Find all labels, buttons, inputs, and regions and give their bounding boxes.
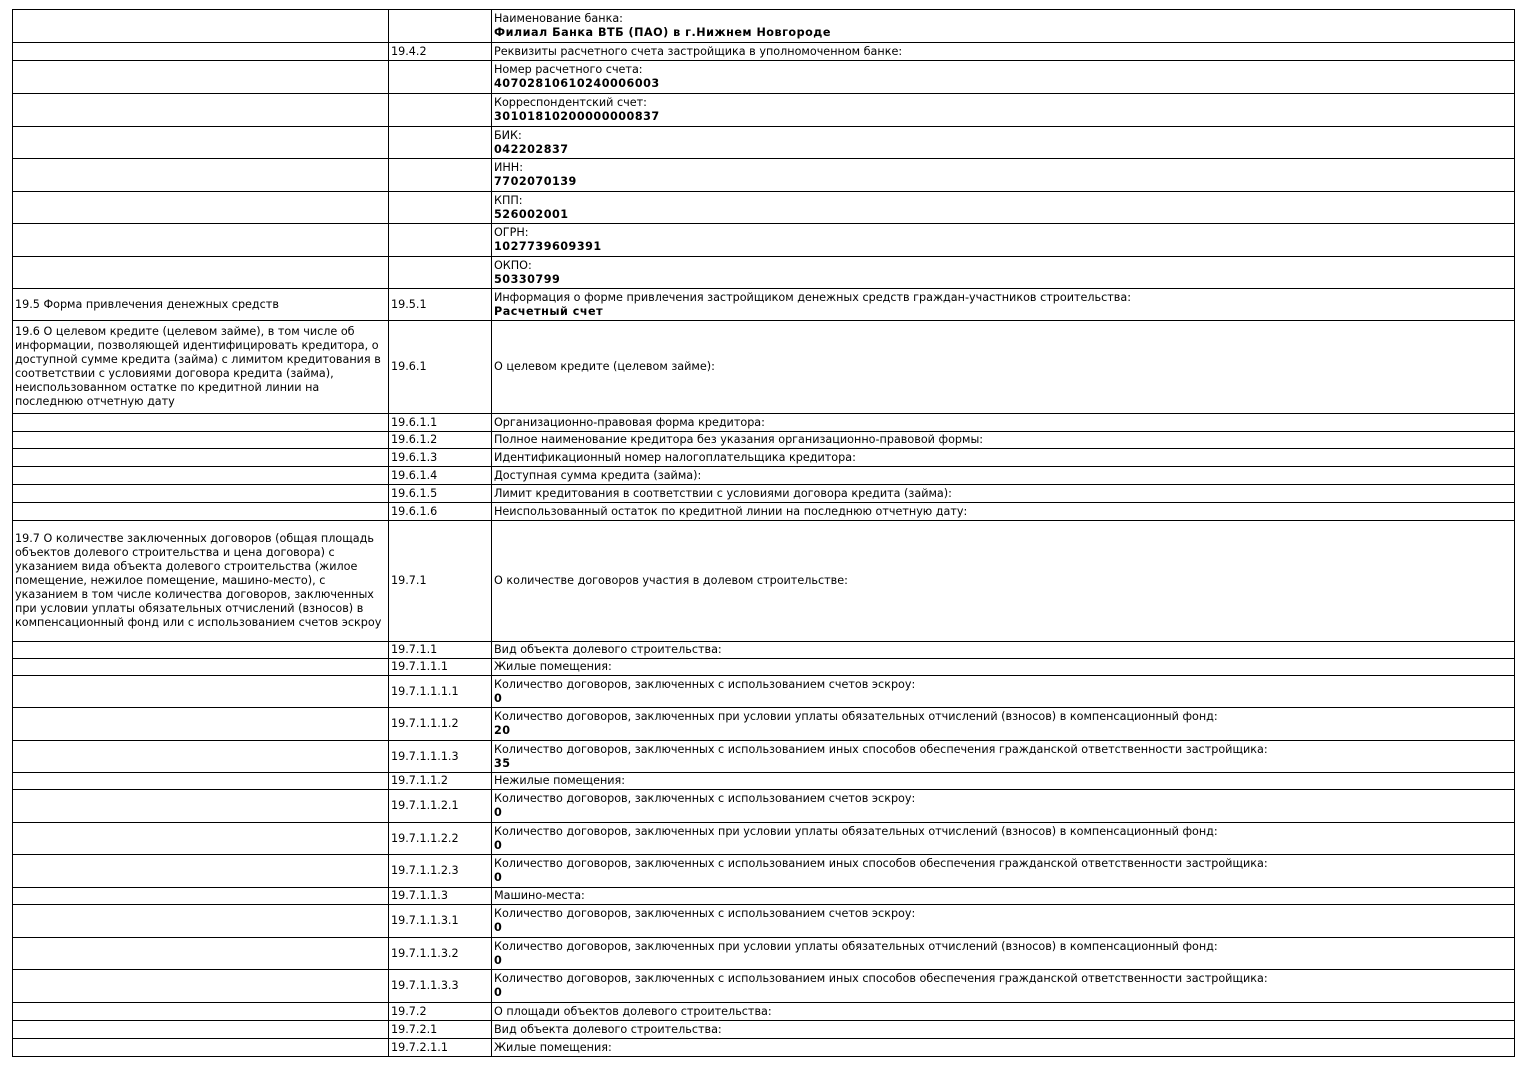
item-label: Машино-места: bbox=[494, 889, 585, 902]
section-cell bbox=[13, 432, 389, 449]
item-code: 19.7.1.1.2.3 bbox=[391, 864, 459, 877]
section-cell bbox=[13, 659, 389, 676]
content-cell bbox=[492, 61, 1515, 94]
item-value: 042202837 bbox=[494, 142, 569, 156]
disclosure-table bbox=[12, 9, 1515, 1057]
item-label: Номер расчетного счета: bbox=[494, 63, 643, 76]
table-row bbox=[13, 414, 1515, 432]
item-code: 19.5.1 bbox=[391, 297, 427, 311]
table-row bbox=[13, 127, 1515, 159]
item-label: Количество договоров, заключенных с использованием иных способов обеспечения гражданской ответственности застройщика: bbox=[494, 742, 1268, 756]
section-cell bbox=[13, 823, 389, 855]
content-cell bbox=[492, 257, 1515, 289]
section-cell bbox=[13, 1039, 389, 1057]
table-row bbox=[13, 192, 1515, 224]
table-row bbox=[13, 43, 1515, 61]
item-code: 19.7.1.1 bbox=[391, 643, 438, 656]
item-label: Количество договоров, заключенных с использованием счетов эскроу: bbox=[494, 677, 916, 691]
item-code: 19.6.1.5 bbox=[391, 486, 438, 500]
item-code: 19.7.1.1.3.3 bbox=[391, 979, 459, 992]
item-code: 19.7.1.1.3 bbox=[391, 889, 448, 902]
code-cell bbox=[389, 642, 492, 659]
item-code: 19.7.1 bbox=[391, 574, 427, 587]
section-cell bbox=[13, 43, 389, 61]
item-label: Реквизиты расчетного счета застройщика в уполномоченном банке: bbox=[494, 44, 903, 58]
item-code: 19.6.1.3 bbox=[391, 450, 438, 464]
section-cell bbox=[13, 521, 389, 642]
code-cell bbox=[389, 773, 492, 790]
item-label: ОГРН: bbox=[494, 226, 529, 239]
item-code: 19.4.2 bbox=[391, 44, 427, 58]
section-title: 19.6 О целевом кредите (целевом займе), в том числе об информации, позволяющей идентифицировать кредитора, о доступной сумме кредита (займа) с лимитом кредитования в соответствии с условиями договора кредита (займа), неиспользованном остатке по кредитной линии на последнюю отчетную дату bbox=[15, 325, 381, 408]
content-cell bbox=[492, 855, 1515, 888]
section-cell bbox=[13, 94, 389, 127]
item-label: Количество договоров, заключенных с использованием счетов эскроу: bbox=[494, 792, 916, 805]
disclosure-table-body bbox=[13, 10, 1515, 1057]
table-row bbox=[13, 485, 1515, 503]
item-code: 19.7.1.1.1.3 bbox=[391, 749, 459, 763]
item-code: 19.7.1.1.1 bbox=[391, 660, 448, 673]
item-value: 0 bbox=[494, 953, 503, 967]
code-cell bbox=[389, 159, 492, 192]
table-row bbox=[13, 449, 1515, 467]
item-label: Наименование банка: bbox=[494, 12, 623, 25]
content-cell bbox=[492, 43, 1515, 61]
code-cell bbox=[389, 485, 492, 503]
table-row bbox=[13, 257, 1515, 289]
section-cell bbox=[13, 642, 389, 659]
table-row bbox=[13, 521, 1515, 642]
code-cell bbox=[389, 521, 492, 642]
item-label: ОКПО: bbox=[494, 258, 532, 272]
item-label: Количество договоров, заключенных с использованием иных способов обеспечения гражданской ответственности застройщика: bbox=[494, 972, 1268, 985]
content-cell bbox=[492, 10, 1515, 43]
item-label: ИНН: bbox=[494, 161, 523, 174]
table-row bbox=[13, 855, 1515, 888]
item-code: 19.7.2.1 bbox=[391, 1022, 438, 1036]
item-value: 35 bbox=[494, 756, 511, 770]
item-value: 50330799 bbox=[494, 272, 561, 286]
content-cell bbox=[492, 741, 1515, 773]
item-code: 19.7.2 bbox=[391, 1004, 427, 1018]
section-cell bbox=[13, 224, 389, 257]
item-label: КПП: bbox=[494, 193, 523, 207]
item-value: 0 bbox=[494, 871, 503, 884]
section-cell bbox=[13, 676, 389, 708]
content-cell bbox=[492, 521, 1515, 642]
item-code: 19.6.1.2 bbox=[391, 433, 438, 446]
item-label: Корреспондентский счет: bbox=[494, 96, 647, 109]
section-cell bbox=[13, 127, 389, 159]
item-value: 526002001 bbox=[494, 207, 569, 221]
code-cell bbox=[389, 432, 492, 449]
section-cell bbox=[13, 503, 389, 521]
content-cell bbox=[492, 192, 1515, 224]
section-cell bbox=[13, 790, 389, 823]
item-label: Полное наименование кредитора без указания организационно-правовой формы: bbox=[494, 433, 984, 446]
content-cell bbox=[492, 503, 1515, 521]
content-cell bbox=[492, 790, 1515, 823]
table-row bbox=[13, 321, 1515, 414]
item-label: Количество договоров, заключенных при условии уплаты обязательных отчислений (взносов) в компенсационный фонд: bbox=[494, 824, 1218, 838]
item-label: Неиспользованный остаток по кредитной линии на последнюю отчетную дату: bbox=[494, 504, 968, 518]
code-cell bbox=[389, 659, 492, 676]
item-label: Лимит кредитования в соответствии с условиями договора кредита (займа): bbox=[494, 486, 952, 500]
section-title: 19.5 Форма привлечения денежных средств bbox=[15, 297, 279, 311]
code-cell bbox=[389, 888, 492, 905]
section-cell bbox=[13, 741, 389, 773]
item-value: Филиал Банка ВТБ (ПАО) в г.Нижнем Новгороде bbox=[494, 26, 831, 39]
code-cell bbox=[389, 467, 492, 485]
item-label: Количество договоров, заключенных с использованием иных способов обеспечения гражданской ответственности застройщика: bbox=[494, 857, 1268, 870]
item-label: О количестве договоров участия в долевом строительстве: bbox=[494, 574, 848, 587]
section-cell bbox=[13, 159, 389, 192]
table-row bbox=[13, 61, 1515, 94]
item-label: Количество договоров, заключенных с использованием счетов эскроу: bbox=[494, 907, 916, 920]
item-label: Нежилые помещения: bbox=[494, 774, 626, 787]
content-cell bbox=[492, 449, 1515, 467]
content-cell bbox=[492, 708, 1515, 741]
section-cell bbox=[13, 773, 389, 790]
code-cell bbox=[389, 855, 492, 888]
item-value: 0 bbox=[494, 838, 503, 852]
section-cell bbox=[13, 321, 389, 414]
content-cell bbox=[492, 823, 1515, 855]
content-cell bbox=[492, 94, 1515, 127]
table-row bbox=[13, 289, 1515, 321]
section-cell bbox=[13, 414, 389, 432]
item-label: Вид объекта долевого строительства: bbox=[494, 1022, 722, 1036]
table-row bbox=[13, 1003, 1515, 1021]
table-row bbox=[13, 94, 1515, 127]
table-row bbox=[13, 503, 1515, 521]
content-cell bbox=[492, 676, 1515, 708]
code-cell bbox=[389, 257, 492, 289]
table-row bbox=[13, 708, 1515, 741]
item-code: 19.7.1.1.2 bbox=[391, 774, 448, 787]
content-cell bbox=[492, 773, 1515, 790]
item-label: Идентификационный номер налогоплательщика кредитора: bbox=[494, 450, 856, 464]
content-cell bbox=[492, 905, 1515, 938]
section-cell bbox=[13, 1021, 389, 1039]
code-cell bbox=[389, 43, 492, 61]
item-value: 0 bbox=[494, 986, 503, 999]
table-row bbox=[13, 159, 1515, 192]
code-cell bbox=[389, 414, 492, 432]
item-label: Жилые помещения: bbox=[494, 660, 612, 673]
content-cell bbox=[492, 224, 1515, 257]
content-cell bbox=[492, 127, 1515, 159]
item-code: 19.6.1.4 bbox=[391, 468, 438, 482]
table-row bbox=[13, 905, 1515, 938]
code-cell bbox=[389, 1039, 492, 1057]
content-cell bbox=[492, 432, 1515, 449]
item-value: 0 bbox=[494, 691, 503, 705]
item-code: 19.7.2.1.1 bbox=[391, 1040, 448, 1054]
table-row bbox=[13, 790, 1515, 823]
section-cell bbox=[13, 61, 389, 94]
section-cell bbox=[13, 888, 389, 905]
code-cell bbox=[389, 224, 492, 257]
content-cell bbox=[492, 1003, 1515, 1021]
table-row bbox=[13, 1021, 1515, 1039]
content-cell bbox=[492, 1039, 1515, 1057]
content-cell bbox=[492, 970, 1515, 1003]
content-cell bbox=[492, 321, 1515, 414]
item-code: 19.7.1.1.2.2 bbox=[391, 831, 459, 845]
content-cell bbox=[492, 659, 1515, 676]
code-cell bbox=[389, 503, 492, 521]
item-label: О площади объектов долевого строительства: bbox=[494, 1004, 772, 1018]
code-cell bbox=[389, 823, 492, 855]
table-row bbox=[13, 432, 1515, 449]
table-row bbox=[13, 888, 1515, 905]
section-cell bbox=[13, 192, 389, 224]
section-cell bbox=[13, 938, 389, 970]
item-label: Доступная сумма кредита (займа): bbox=[494, 468, 702, 482]
item-value: 40702810610240006003 bbox=[494, 77, 660, 90]
section-cell bbox=[13, 10, 389, 43]
item-code: 19.6.1.6 bbox=[391, 504, 438, 518]
item-label: Организационно-правовая форма кредитора: bbox=[494, 415, 765, 429]
section-cell bbox=[13, 449, 389, 467]
table-row bbox=[13, 467, 1515, 485]
table-row bbox=[13, 676, 1515, 708]
section-cell bbox=[13, 708, 389, 741]
code-cell bbox=[389, 94, 492, 127]
table-row bbox=[13, 224, 1515, 257]
code-cell bbox=[389, 192, 492, 224]
table-row bbox=[13, 970, 1515, 1003]
content-cell bbox=[492, 159, 1515, 192]
code-cell bbox=[389, 905, 492, 938]
content-cell bbox=[492, 414, 1515, 432]
code-cell bbox=[389, 61, 492, 94]
code-cell bbox=[389, 289, 492, 321]
item-label: Вид объекта долевого строительства: bbox=[494, 643, 722, 656]
table-row bbox=[13, 773, 1515, 790]
item-code: 19.6.1 bbox=[391, 360, 427, 373]
item-value: 0 bbox=[494, 921, 503, 934]
item-value: 0 bbox=[494, 806, 503, 819]
code-cell bbox=[389, 676, 492, 708]
section-cell bbox=[13, 905, 389, 938]
table-row bbox=[13, 642, 1515, 659]
item-code: 19.7.1.1.2.1 bbox=[391, 799, 459, 812]
code-cell bbox=[389, 790, 492, 823]
content-cell bbox=[492, 485, 1515, 503]
section-cell bbox=[13, 970, 389, 1003]
code-cell bbox=[389, 741, 492, 773]
code-cell bbox=[389, 10, 492, 43]
item-label: БИК: bbox=[494, 128, 522, 142]
content-cell bbox=[492, 289, 1515, 321]
item-label: Количество договоров, заключенных при условии уплаты обязательных отчислений (взносов) в компенсационный фонд: bbox=[494, 939, 1218, 953]
section-cell bbox=[13, 855, 389, 888]
item-label: Информация о форме привлечения застройщиком денежных средств граждан-участников строительства: bbox=[494, 290, 1131, 304]
item-value: 1027739609391 bbox=[494, 240, 602, 253]
table-row bbox=[13, 741, 1515, 773]
content-cell bbox=[492, 1021, 1515, 1039]
content-cell bbox=[492, 642, 1515, 659]
item-code: 19.7.1.1.3.2 bbox=[391, 946, 459, 960]
content-cell bbox=[492, 938, 1515, 970]
item-code: 19.7.1.1.3.1 bbox=[391, 914, 459, 927]
section-cell bbox=[13, 1003, 389, 1021]
item-code: 19.7.1.1.1.2 bbox=[391, 717, 459, 730]
table-row bbox=[13, 10, 1515, 43]
section-cell bbox=[13, 485, 389, 503]
section-cell bbox=[13, 467, 389, 485]
item-value: 20 bbox=[494, 724, 511, 737]
code-cell bbox=[389, 938, 492, 970]
code-cell bbox=[389, 127, 492, 159]
section-cell bbox=[13, 289, 389, 321]
item-label: О целевом кредите (целевом займе): bbox=[494, 360, 715, 373]
section-title: 19.7 О количестве заключенных договоров (общая площадь объектов долевого строительства и цена договора) с указанием вида объекта долевого строительства (жилое помещение, нежилое помещение, машино-место), с указанием в том числе количества договоров, заключенных при условии уплаты обязательных отчислений (взносов) в компенсационный фонд или с использованием счетов эскроу bbox=[15, 532, 382, 629]
content-cell bbox=[492, 888, 1515, 905]
code-cell bbox=[389, 321, 492, 414]
item-value: Расчетный счет bbox=[494, 304, 604, 318]
table-row bbox=[13, 659, 1515, 676]
code-cell bbox=[389, 1003, 492, 1021]
table-row bbox=[13, 823, 1515, 855]
item-code: 19.6.1.1 bbox=[391, 415, 438, 429]
item-label: Количество договоров, заключенных при условии уплаты обязательных отчислений (взносов) в компенсационный фонд: bbox=[494, 710, 1218, 723]
item-value: 30101810200000000837 bbox=[494, 110, 660, 123]
code-cell bbox=[389, 970, 492, 1003]
item-value: 7702070139 bbox=[494, 175, 577, 188]
table-row bbox=[13, 1039, 1515, 1057]
item-label: Жилые помещения: bbox=[494, 1040, 612, 1054]
code-cell bbox=[389, 449, 492, 467]
item-code: 19.7.1.1.1.1 bbox=[391, 684, 459, 698]
table-row bbox=[13, 938, 1515, 970]
code-cell bbox=[389, 1021, 492, 1039]
content-cell bbox=[492, 467, 1515, 485]
section-cell bbox=[13, 257, 389, 289]
code-cell bbox=[389, 708, 492, 741]
